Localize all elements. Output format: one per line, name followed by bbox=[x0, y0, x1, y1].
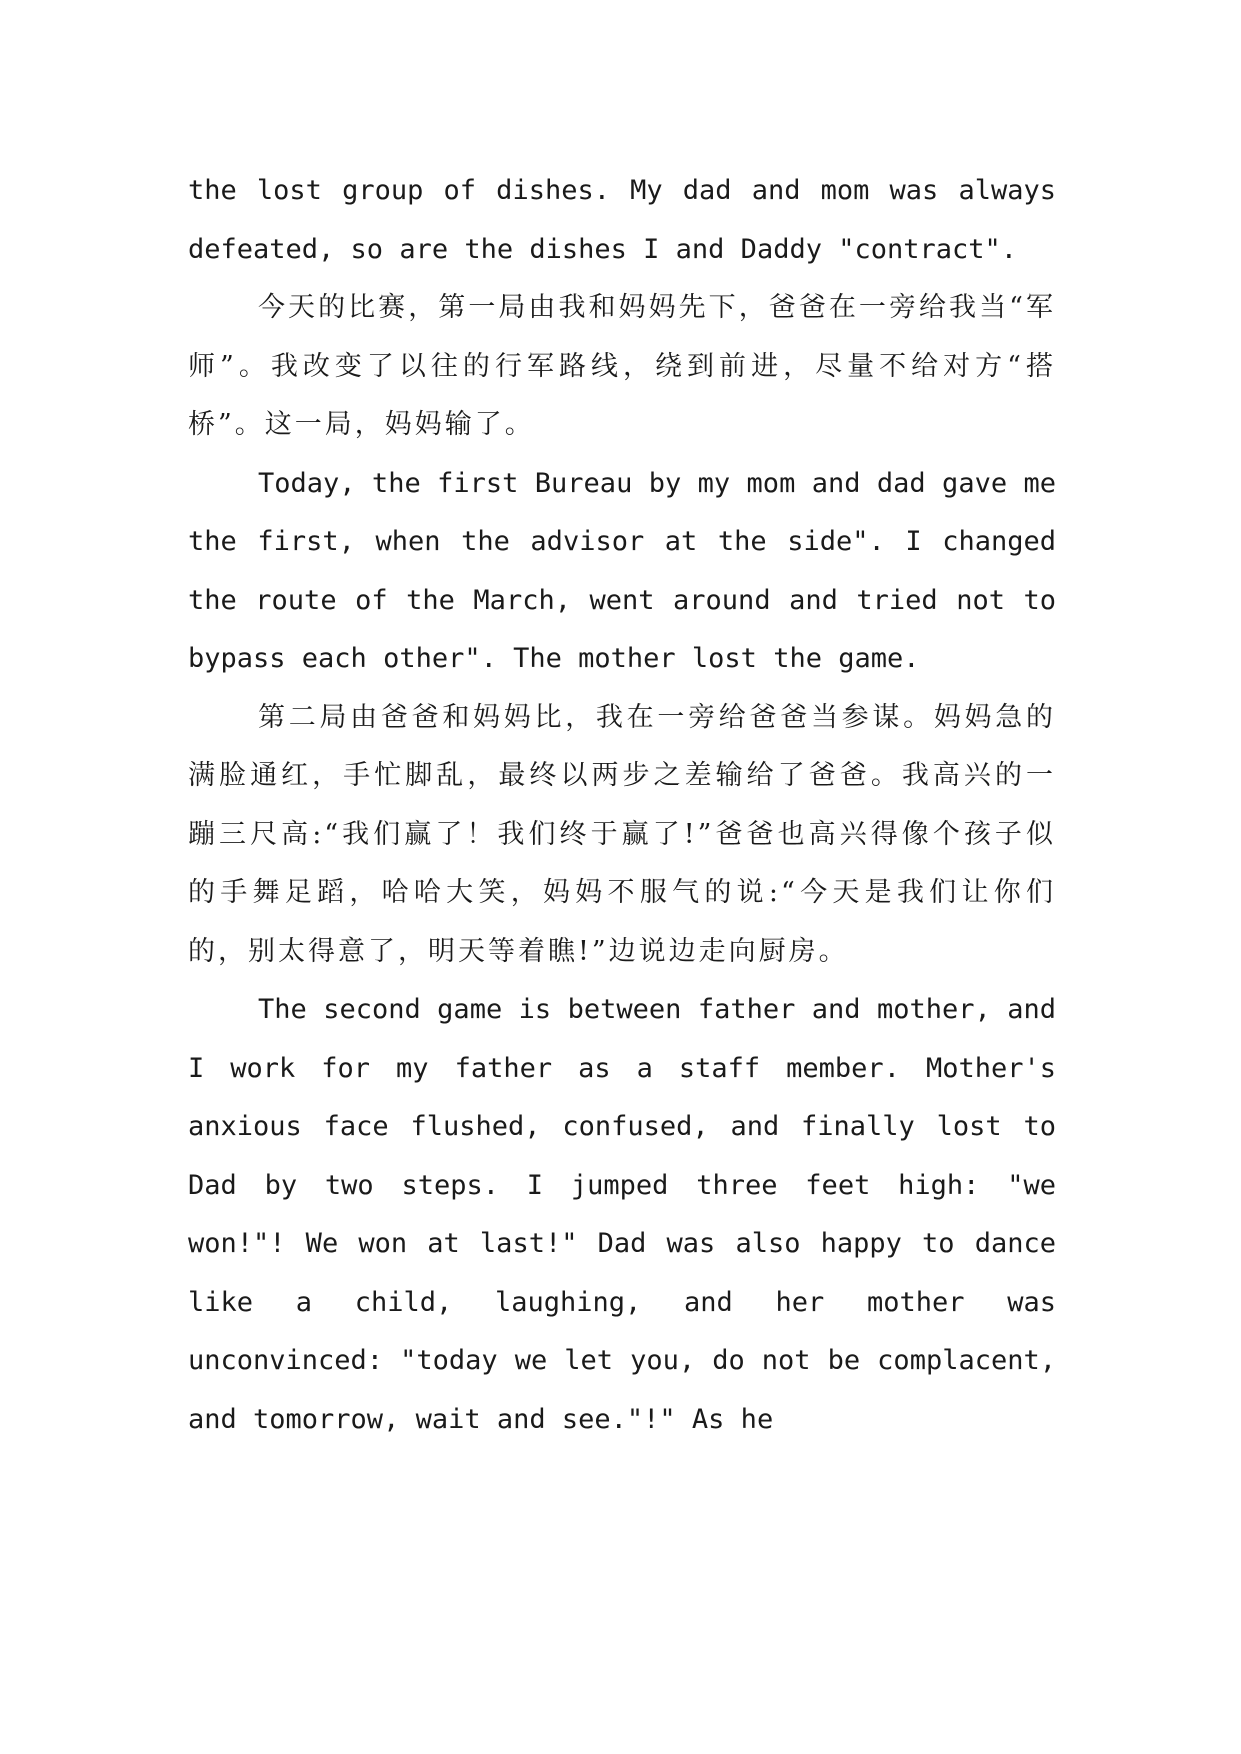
paragraph-chinese-second-game: 第二局由爸爸和妈妈比，我在一旁给爸爸当参谋。妈妈急的满脸通红，手忙脚乱，最终以两步之差输给了爸爸。我高兴的一蹦三尺高:“我们赢了！我们终于赢了!”爸爸也高兴得像个孩子似的手舞足蹈，哈哈大笑，妈妈不服气的说:“今天是我们让你们的，别太得意了，明天等着瞧!”边说边走向厨房。 bbox=[188, 701, 1056, 967]
body-text bbox=[188, 162, 1056, 1449]
paragraph-english-first-game: Today, the first Bureau by my mom and dad gave me the first, when the advisor at the side". I changed the route of the March, went around and tried not to bypass each other". The mother lost the game. bbox=[188, 467, 1056, 674]
paragraph-english-second-game: The second game is between father and mother, and I work for my father as a staff member. Mother's anxious face flushed, confused, and finally lost to Dad by two steps. I jumped three feet high: "we won!"! We won at last!" Dad was also happy to dance like a child, laughing, and her mother was unconvinced: "today we let you, do not be complacent, and tomorrow, wait and see."!" As he bbox=[188, 994, 1056, 1435]
paragraph-english-continued: the lost group of dishes. My dad and mom was always defeated, so are the dishes I and Daddy "contract". bbox=[188, 175, 1056, 265]
paragraph-chinese-first-game: 今天的比赛，第一局由我和妈妈先下，爸爸在一旁给我当“军师”。我改变了以往的行军路线，绕到前进，尽量不给对方“搭桥”。这一局，妈妈输了。 bbox=[188, 292, 1056, 440]
